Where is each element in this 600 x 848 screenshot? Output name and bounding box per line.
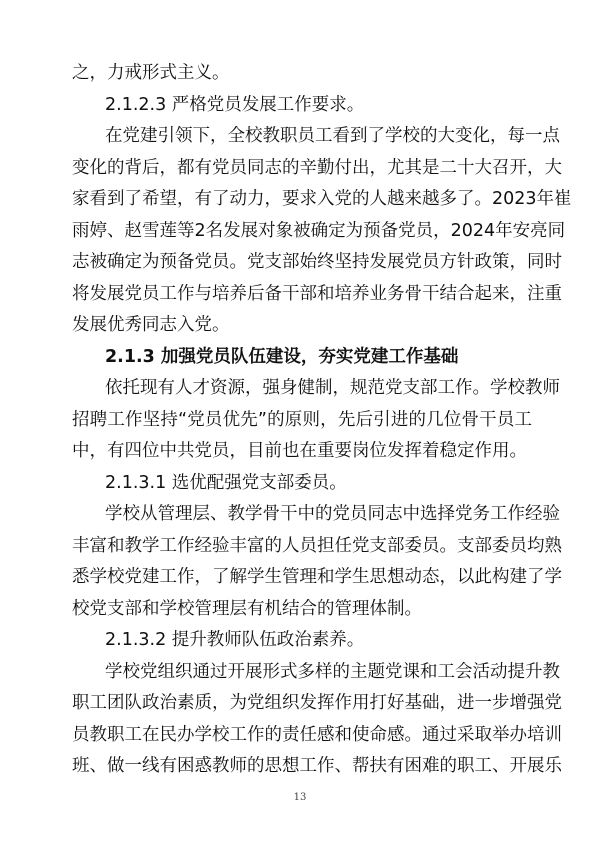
- subsection-heading: 2.1.3.2 提升教师队伍政治素养。: [105, 630, 365, 650]
- page-number: 13: [293, 791, 307, 803]
- paragraph-line: 学校党组织通过开展形式多样的主题党课和工会活动提升教: [105, 661, 560, 682]
- paragraph-line: 校党支部和学校管理层有机结合的管理体制。: [72, 598, 422, 619]
- paragraph-line: 丰富和教学工作经验丰富的人员担任党支部委员。支部委员均熟: [72, 535, 562, 556]
- paragraph-line: 班、做一线有困惑教师的思想工作、帮扶有困难的职工、开展乐: [72, 756, 562, 776]
- paragraph-line: 雨婷、赵雪莲等2名发展对象被确定为预备党员，2024年安亮同: [72, 220, 566, 241]
- subsection-heading: 2.1.3.1 选优配强党支部委员。: [105, 472, 347, 493]
- paragraph-line: 职工团队政治素质，为党组织发挥作用打好基础，进一步增强党: [72, 693, 562, 713]
- paragraph-line: 将发展党员工作与培养后备干部和培养业务骨干结合起来，注重: [72, 283, 562, 304]
- paragraph-line: 学校从管理层、教学骨干中的党员同志中选择党务工作经验: [105, 504, 560, 524]
- paragraph-line: 员教职工在民办学校工作的责任感和使命感。通过采取举办培训: [72, 724, 562, 745]
- subsection-heading: 2.1.2.3 严格党员发展工作要求。: [105, 94, 365, 115]
- paragraph-line: 家看到了希望，有了动力，要求入党的人越来越多了。2023年崔: [72, 189, 572, 209]
- paragraph-line: 招聘工作坚持“党员优先”的原则，先后引进的几位骨干员工: [72, 409, 532, 430]
- paragraph-line: 在党建引领下，全校教职员工看到了学校的大变化，每一点: [105, 126, 560, 146]
- section-heading: 2.1.3 加强党员队伍建设，夯实党建工作基础: [105, 346, 459, 367]
- paragraph-line: 志被确定为预备党员。党支部始终坚持发展党员方针政策，同时: [72, 252, 562, 272]
- paragraph-line: 之，力戒形式主义。: [72, 63, 230, 83]
- paragraph-line: 发展优秀同志入党。: [72, 315, 230, 335]
- paragraph-line: 变化的背后，都有党员同志的辛勤付出，尤其是二十大召开，大: [72, 157, 562, 178]
- paragraph-line: 中，有四位中共党员，目前也在重要岗位发挥着稳定作用。: [72, 441, 527, 461]
- paragraph-line: 悉学校党建工作，了解学生管理和学生思想动态，以此构建了学: [72, 567, 562, 587]
- paragraph-line: 依托现有人才资源，强身健制，规范党支部工作。学校教师: [105, 378, 560, 398]
